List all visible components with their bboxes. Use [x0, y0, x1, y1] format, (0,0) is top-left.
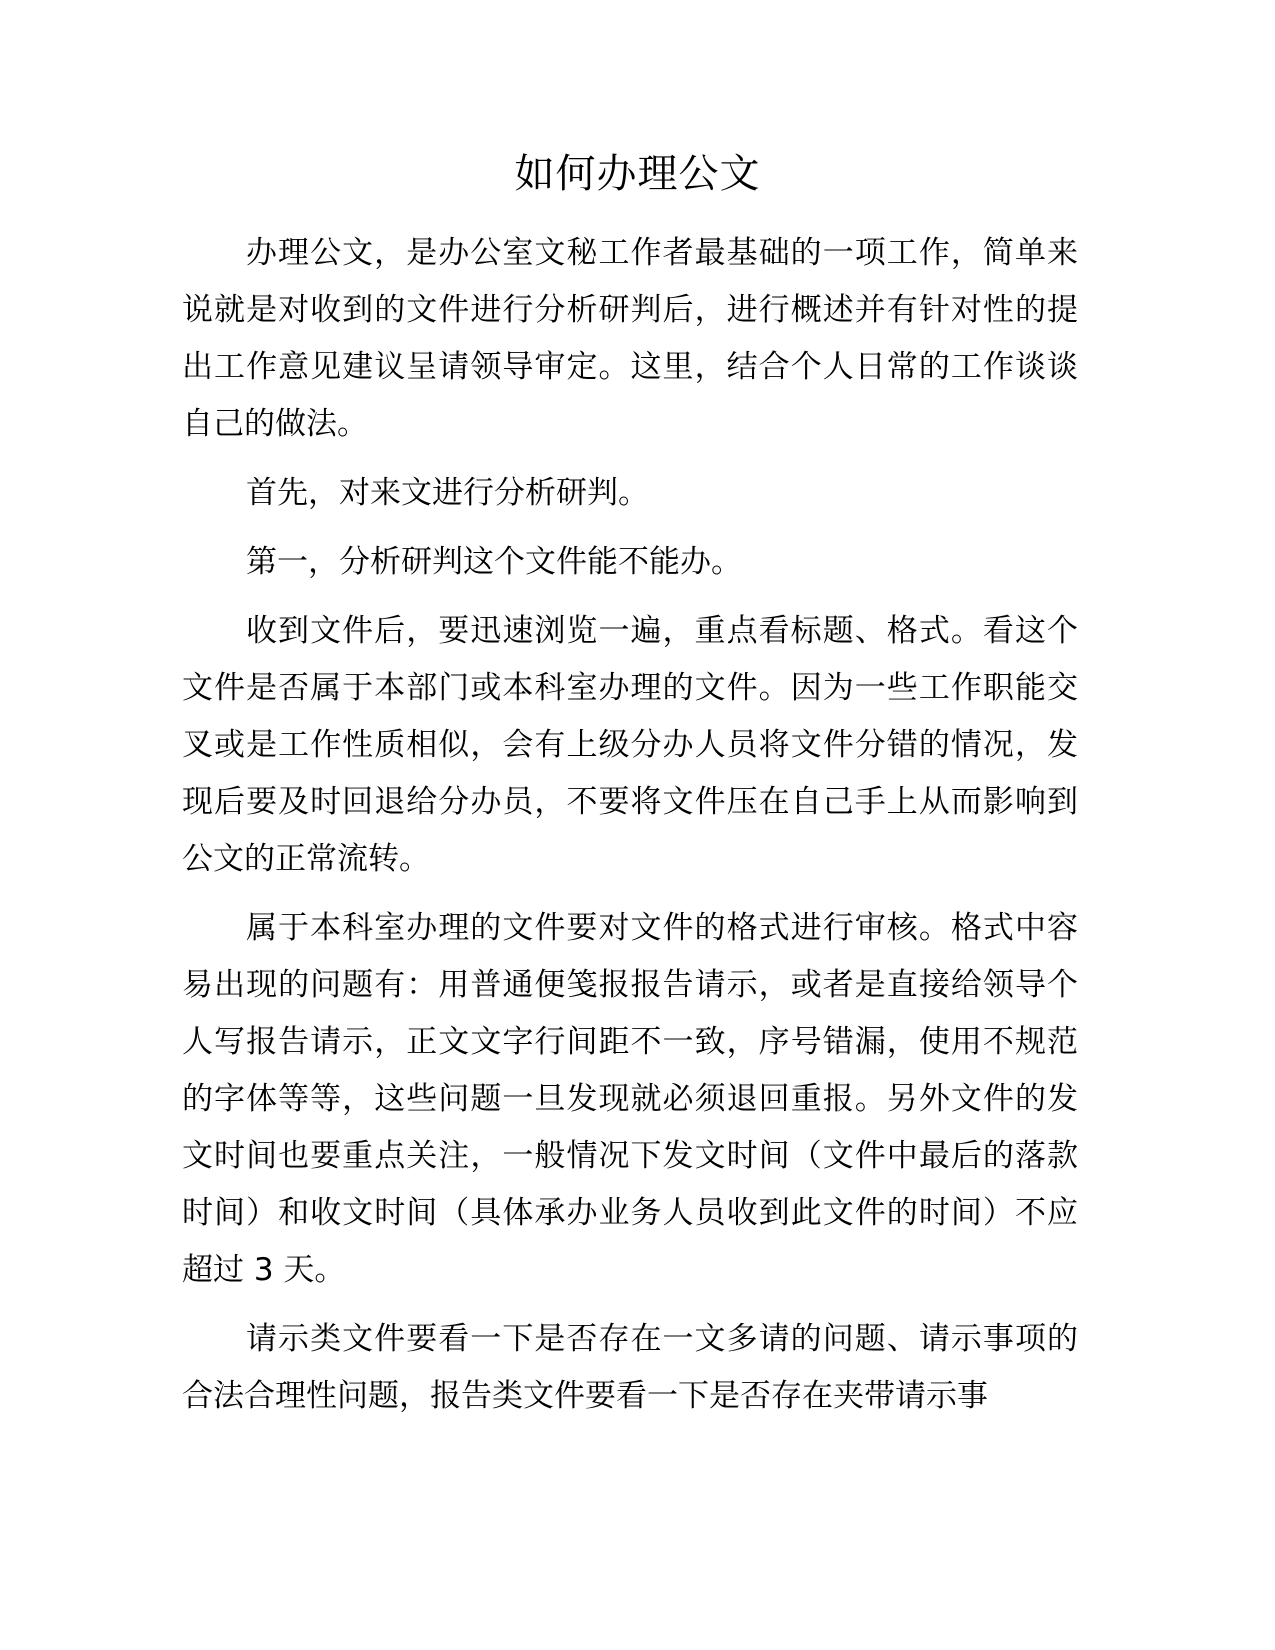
paragraph-browse-file: 收到文件后，要迅速浏览一遍，重点看标题、格式。看这个文件是否属于本部门或本科室办理的文件。因为一些工作职能交叉或是工作性质相似，会有上级分办人员将文件分错的情况，发现后要及时回退给分办员，不要将文件压在自己手上从而影响到公文的正常流转。	[182, 613, 1078, 877]
paragraph-intro: 办理公文，是办公室文秘工作者最基础的一项工作，简单来说就是对收到的文件进行分析研判后，进行概述并有针对性的提出工作意见建议呈请领导审定。这里，结合个人日常的工作谈谈自己的做法。	[182, 235, 1078, 442]
paragraph-format-review: 属于本科室办理的文件要对文件的格式进行审核。格式中容易出现的问题有：用普通便笺报报告请示，或者是直接给领导个人写报告请示，正文文字行间距不一致，序号错漏，使用不规范的字体等等，这些问题一旦发现就必须退回重报。另外文件的发文时间也要重点关注，一般情况下发文时间（文件中最后的落款时间）和收文时间（具体承办业务人员收到此文件的时间）不应超过 3 天。	[182, 910, 1078, 1288]
document-title: 如何办理公文	[514, 151, 761, 197]
document-body	[182, 225, 1078, 1437]
paragraph-request-report: 请示类文件要看一下是否存在一文多请的问题、请示事项的合法合理性问题，报告类文件要看一下是否存在夹带请示事	[182, 1321, 1078, 1414]
paragraph-point-one: 第一，分析研判这个文件能不能办。	[246, 544, 742, 580]
paragraph-first-step: 首先，对来文进行分析研判。	[246, 475, 649, 511]
